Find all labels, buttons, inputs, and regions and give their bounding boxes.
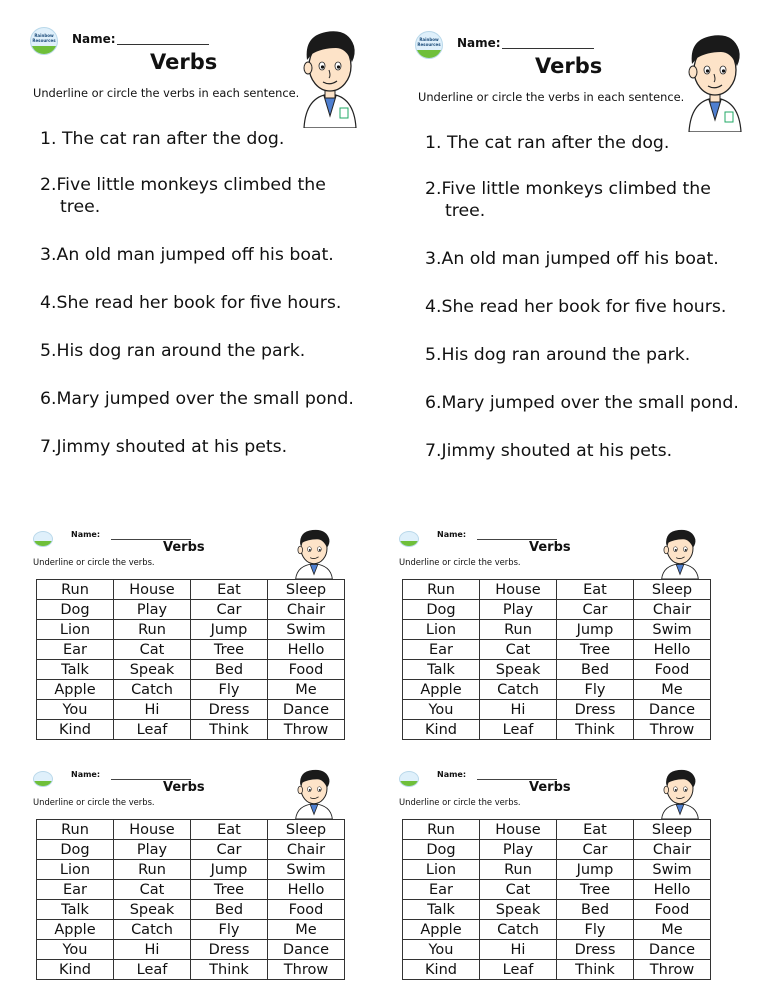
sentence-list [425, 132, 739, 462]
doctor-boy-illustration [288, 527, 340, 579]
word-cell[interactable]: Eat [191, 820, 268, 840]
name-label: Name: [71, 530, 101, 539]
verb-word-grid [402, 819, 711, 980]
word-cell[interactable]: Chair [634, 840, 711, 860]
word-cell[interactable]: House [480, 580, 557, 600]
word-cell[interactable]: Car [557, 600, 634, 620]
word-grid-row [37, 900, 345, 920]
doctor-boy-illustration [681, 28, 749, 132]
sentence-item [425, 248, 739, 270]
word-cell[interactable]: Bed [191, 660, 268, 680]
word-cell[interactable]: Dress [557, 700, 634, 720]
instructions: Underline or circle the verbs. [33, 797, 155, 807]
name-label: Name: [71, 770, 101, 779]
sentence-text[interactable]: Five little monkeys climbed the [441, 179, 711, 199]
word-cell[interactable]: Think [557, 960, 634, 980]
worksheet-title: Verbs [529, 540, 571, 555]
sentence-number: 5. [40, 341, 57, 361]
word-cell[interactable]: Dance [268, 700, 345, 720]
word-cell[interactable]: Bed [557, 660, 634, 680]
word-cell[interactable]: Run [403, 820, 480, 840]
word-grid-row [403, 640, 711, 660]
word-grid-row [403, 580, 711, 600]
word-cell[interactable]: Fly [191, 680, 268, 700]
word-cell[interactable]: Tree [557, 640, 634, 660]
word-cell[interactable]: Think [557, 720, 634, 740]
logo-text: Rainbow Resources [417, 37, 441, 47]
instructions: Underline or circle the verbs. [33, 557, 155, 567]
word-cell[interactable]: Play [480, 600, 557, 620]
sentence-number: 4. [425, 297, 442, 317]
sentence-text[interactable]: His dog ran around the park. [441, 345, 691, 365]
word-cell[interactable]: Hi [480, 940, 557, 960]
word-cell[interactable]: Sleep [634, 820, 711, 840]
sentence-text[interactable]: Mary jumped over the small pond. [441, 393, 739, 413]
word-cell[interactable]: Speak [114, 660, 191, 680]
sentence-text[interactable]: His dog ran around the park. [56, 341, 306, 361]
sentence-item [40, 174, 354, 218]
word-cell[interactable]: Swim [634, 860, 711, 880]
word-cell[interactable]: Ear [403, 880, 480, 900]
word-cell[interactable]: Throw [634, 720, 711, 740]
word-cell[interactable]: Kind [403, 960, 480, 980]
word-grid-row [37, 640, 345, 660]
word-cell[interactable]: You [403, 940, 480, 960]
word-cell[interactable]: Run [403, 580, 480, 600]
school-logo [33, 771, 53, 787]
verb-word-grid [36, 819, 345, 980]
word-cell[interactable]: Talk [403, 900, 480, 920]
word-cell[interactable]: Catch [480, 680, 557, 700]
sentence-text[interactable]: An old man jumped off his boat. [56, 245, 334, 265]
word-cell[interactable]: Talk [37, 660, 114, 680]
word-cell[interactable]: Throw [268, 720, 345, 740]
word-grid-row [37, 620, 345, 640]
word-cell[interactable]: Me [268, 680, 345, 700]
word-cell[interactable]: Swim [268, 860, 345, 880]
worksheet-title: Verbs [150, 50, 218, 74]
name-label: Name: [457, 36, 501, 50]
sentence-text[interactable]: An old man jumped off his boat. [441, 249, 719, 269]
sentence-item [40, 388, 354, 410]
word-cell[interactable]: Eat [557, 820, 634, 840]
word-cell[interactable]: Leaf [480, 720, 557, 740]
sentence-text[interactable]: Five little monkeys climbed the [56, 175, 326, 195]
word-cell[interactable]: Jump [557, 860, 634, 880]
word-cell[interactable]: Cat [114, 640, 191, 660]
sentence-number: 1. [40, 129, 57, 149]
sentence-item [425, 344, 739, 366]
instructions: Underline or circle the verbs. [399, 797, 521, 807]
doctor-boy-illustration [296, 24, 364, 128]
word-grid-row [403, 820, 711, 840]
word-cell[interactable]: Play [114, 600, 191, 620]
sentence-number: 2. [425, 179, 442, 199]
word-cell[interactable]: Cat [480, 640, 557, 660]
word-cell[interactable]: Dog [403, 840, 480, 860]
sentence-number: 6. [40, 389, 57, 409]
word-cell[interactable]: Run [114, 620, 191, 640]
word-cell[interactable]: Car [191, 840, 268, 860]
word-grid-row [403, 700, 711, 720]
word-cell[interactable]: Apple [37, 680, 114, 700]
word-cell[interactable]: Hi [114, 940, 191, 960]
word-cell[interactable]: Ear [403, 640, 480, 660]
sentence-item [40, 340, 354, 362]
word-grid-row [403, 860, 711, 880]
worksheet-grid-bottom-right [399, 767, 729, 997]
sentence-number: 5. [425, 345, 442, 365]
sentence-number: 1. [425, 133, 442, 153]
doctor-boy-illustration [654, 767, 706, 819]
worksheet-grid-top-left [33, 527, 363, 757]
sentence-text[interactable]: She read her book for five hours. [441, 297, 727, 317]
doctor-boy-illustration [288, 767, 340, 819]
word-grid-row [37, 600, 345, 620]
sentence-text[interactable]: Jimmy shouted at his pets. [56, 437, 288, 457]
word-cell[interactable]: Food [634, 660, 711, 680]
word-cell[interactable]: Catch [114, 680, 191, 700]
worksheet-title: Verbs [535, 54, 603, 78]
word-cell[interactable]: Dress [191, 700, 268, 720]
word-cell[interactable]: Kind [37, 960, 114, 980]
sentence-continuation[interactable]: tree. [60, 197, 101, 217]
word-cell[interactable]: Sleep [268, 580, 345, 600]
word-grid-row [403, 720, 711, 740]
word-cell[interactable]: Sleep [634, 580, 711, 600]
word-cell[interactable]: Kind [37, 720, 114, 740]
verb-word-grid [36, 579, 345, 740]
name-label: Name: [72, 32, 116, 46]
word-cell[interactable]: Food [634, 900, 711, 920]
sentence-text[interactable]: Jimmy shouted at his pets. [441, 441, 673, 461]
sentence-list [40, 128, 354, 458]
word-cell[interactable]: Jump [191, 620, 268, 640]
word-cell[interactable]: Catch [480, 920, 557, 940]
word-cell[interactable]: Speak [480, 900, 557, 920]
sentence-text[interactable]: The cat ran after the dog. [447, 133, 670, 153]
word-grid-row [403, 960, 711, 980]
word-cell[interactable]: Throw [634, 960, 711, 980]
word-cell[interactable]: Throw [268, 960, 345, 980]
word-grid-row [403, 940, 711, 960]
word-cell[interactable]: Talk [403, 660, 480, 680]
word-grid-row [37, 840, 345, 860]
word-grid-row [37, 820, 345, 840]
word-grid-row [403, 880, 711, 900]
word-cell[interactable]: Cat [114, 880, 191, 900]
word-cell[interactable]: Car [191, 600, 268, 620]
word-cell[interactable]: Hello [268, 640, 345, 660]
doctor-boy-illustration [654, 527, 706, 579]
word-cell[interactable]: Ear [37, 880, 114, 900]
sentence-number: 3. [40, 245, 57, 265]
word-cell[interactable]: Lion [403, 860, 480, 880]
instructions: Underline or circle the verbs in each sentence. [418, 90, 685, 104]
word-grid-row [403, 600, 711, 620]
word-cell[interactable]: House [480, 820, 557, 840]
worksheet-title: Verbs [163, 540, 205, 555]
word-cell[interactable]: House [114, 820, 191, 840]
instructions: Underline or circle the verbs. [399, 557, 521, 567]
word-cell[interactable]: Play [114, 840, 191, 860]
word-cell[interactable]: Fly [557, 920, 634, 940]
word-cell[interactable]: Fly [557, 680, 634, 700]
word-cell[interactable]: Eat [191, 580, 268, 600]
word-cell[interactable]: Dog [37, 840, 114, 860]
worksheet-sentences-right [385, 4, 768, 504]
word-cell[interactable]: Tree [191, 880, 268, 900]
sentence-item [425, 440, 739, 462]
word-cell[interactable]: Lion [403, 620, 480, 640]
school-logo [399, 531, 419, 547]
word-cell[interactable]: You [403, 700, 480, 720]
word-grid-row [403, 660, 711, 680]
word-cell[interactable]: Dress [191, 940, 268, 960]
word-cell[interactable]: Leaf [114, 720, 191, 740]
name-blank-line[interactable] [502, 48, 594, 49]
word-cell[interactable]: Swim [634, 620, 711, 640]
word-cell[interactable]: Ear [37, 640, 114, 660]
sentence-item [40, 244, 354, 266]
name-label: Name: [437, 530, 467, 539]
word-cell[interactable]: Leaf [480, 960, 557, 980]
sentence-item [425, 178, 739, 222]
worksheet-title: Verbs [529, 780, 571, 795]
instructions: Underline or circle the verbs in each sentence. [33, 86, 300, 100]
word-cell[interactable]: Sleep [268, 820, 345, 840]
word-cell[interactable]: Dance [634, 700, 711, 720]
word-grid-row [37, 700, 345, 720]
word-cell[interactable]: Dance [634, 940, 711, 960]
word-cell[interactable]: Hello [268, 880, 345, 900]
sentence-number: 4. [40, 293, 57, 313]
school-logo [399, 771, 419, 787]
word-cell[interactable]: You [37, 700, 114, 720]
worksheet-sentences-left [0, 0, 384, 500]
word-cell[interactable]: Dress [557, 940, 634, 960]
word-cell[interactable]: Hello [634, 880, 711, 900]
word-cell[interactable]: Run [37, 580, 114, 600]
word-cell[interactable]: Bed [557, 900, 634, 920]
word-grid-row [37, 960, 345, 980]
word-cell[interactable]: Speak [480, 660, 557, 680]
word-cell[interactable]: Speak [114, 900, 191, 920]
word-cell[interactable]: Apple [403, 920, 480, 940]
word-cell[interactable]: Jump [191, 860, 268, 880]
word-cell[interactable]: Leaf [114, 960, 191, 980]
sentence-item [40, 292, 354, 314]
school-logo [30, 27, 58, 55]
word-cell[interactable]: Jump [557, 620, 634, 640]
name-blank-line[interactable] [117, 44, 209, 45]
word-cell[interactable]: Food [268, 660, 345, 680]
worksheet-grid-bottom-left [33, 767, 363, 997]
sentence-number: 3. [425, 249, 442, 269]
word-grid-row [37, 580, 345, 600]
word-cell[interactable]: Cat [480, 880, 557, 900]
sentence-number: 6. [425, 393, 442, 413]
sentence-item [40, 436, 354, 458]
word-cell[interactable]: Dog [37, 600, 114, 620]
word-cell[interactable]: Lion [37, 620, 114, 640]
word-cell[interactable]: Kind [403, 720, 480, 740]
word-cell[interactable]: House [114, 580, 191, 600]
school-logo [415, 31, 443, 59]
worksheet-title: Verbs [163, 780, 205, 795]
word-grid-row [403, 920, 711, 940]
sentence-item [425, 296, 739, 318]
sentence-number: 7. [40, 437, 57, 457]
word-grid-row [403, 620, 711, 640]
sentence-text[interactable]: She read her book for five hours. [56, 293, 342, 313]
word-cell[interactable]: Dance [268, 940, 345, 960]
verb-word-grid [402, 579, 711, 740]
word-grid-row [403, 840, 711, 860]
word-cell[interactable]: Chair [268, 600, 345, 620]
sentence-item [425, 392, 739, 414]
sentence-text[interactable]: Mary jumped over the small pond. [56, 389, 354, 409]
sentence-text[interactable]: The cat ran after the dog. [62, 129, 285, 149]
word-cell[interactable]: Run [480, 860, 557, 880]
word-grid-row [37, 940, 345, 960]
word-cell[interactable]: Bed [191, 900, 268, 920]
word-cell[interactable]: Food [268, 900, 345, 920]
word-grid-row [37, 880, 345, 900]
word-cell[interactable]: Hi [480, 700, 557, 720]
word-cell[interactable]: Run [114, 860, 191, 880]
word-cell[interactable]: Lion [37, 860, 114, 880]
word-grid-row [403, 680, 711, 700]
word-grid-row [37, 860, 345, 880]
word-cell[interactable]: Swim [268, 620, 345, 640]
word-cell[interactable]: Chair [268, 840, 345, 860]
logo-text: Rainbow Resources [32, 33, 56, 43]
sentence-continuation[interactable]: tree. [445, 201, 486, 221]
word-cell[interactable]: Dog [403, 600, 480, 620]
sentence-item [40, 128, 354, 150]
sentence-item [425, 132, 739, 154]
name-label: Name: [437, 770, 467, 779]
word-cell[interactable]: Car [557, 840, 634, 860]
word-cell[interactable]: Think [191, 720, 268, 740]
word-cell[interactable]: Apple [37, 920, 114, 940]
word-cell[interactable]: Play [480, 840, 557, 860]
word-cell[interactable]: Hello [634, 640, 711, 660]
word-cell[interactable]: Me [634, 680, 711, 700]
word-cell[interactable]: Run [37, 820, 114, 840]
word-cell[interactable]: Tree [557, 880, 634, 900]
word-grid-row [403, 900, 711, 920]
word-grid-row [37, 720, 345, 740]
word-cell[interactable]: Me [634, 920, 711, 940]
school-logo [33, 531, 53, 547]
worksheet-grid-top-right [399, 527, 729, 757]
word-cell[interactable]: Me [268, 920, 345, 940]
word-cell[interactable]: Talk [37, 900, 114, 920]
word-cell[interactable]: Chair [634, 600, 711, 620]
word-grid-row [37, 680, 345, 700]
word-grid-row [37, 920, 345, 940]
sentence-number: 7. [425, 441, 442, 461]
word-cell[interactable]: Hi [114, 700, 191, 720]
word-cell[interactable]: Eat [557, 580, 634, 600]
word-cell[interactable]: Fly [191, 920, 268, 940]
sentence-number: 2. [40, 175, 57, 195]
word-cell[interactable]: Think [191, 960, 268, 980]
word-cell[interactable]: Run [480, 620, 557, 640]
word-cell[interactable]: Tree [191, 640, 268, 660]
word-cell[interactable]: Catch [114, 920, 191, 940]
word-grid-row [37, 660, 345, 680]
word-cell[interactable]: Apple [403, 680, 480, 700]
word-cell[interactable]: You [37, 940, 114, 960]
